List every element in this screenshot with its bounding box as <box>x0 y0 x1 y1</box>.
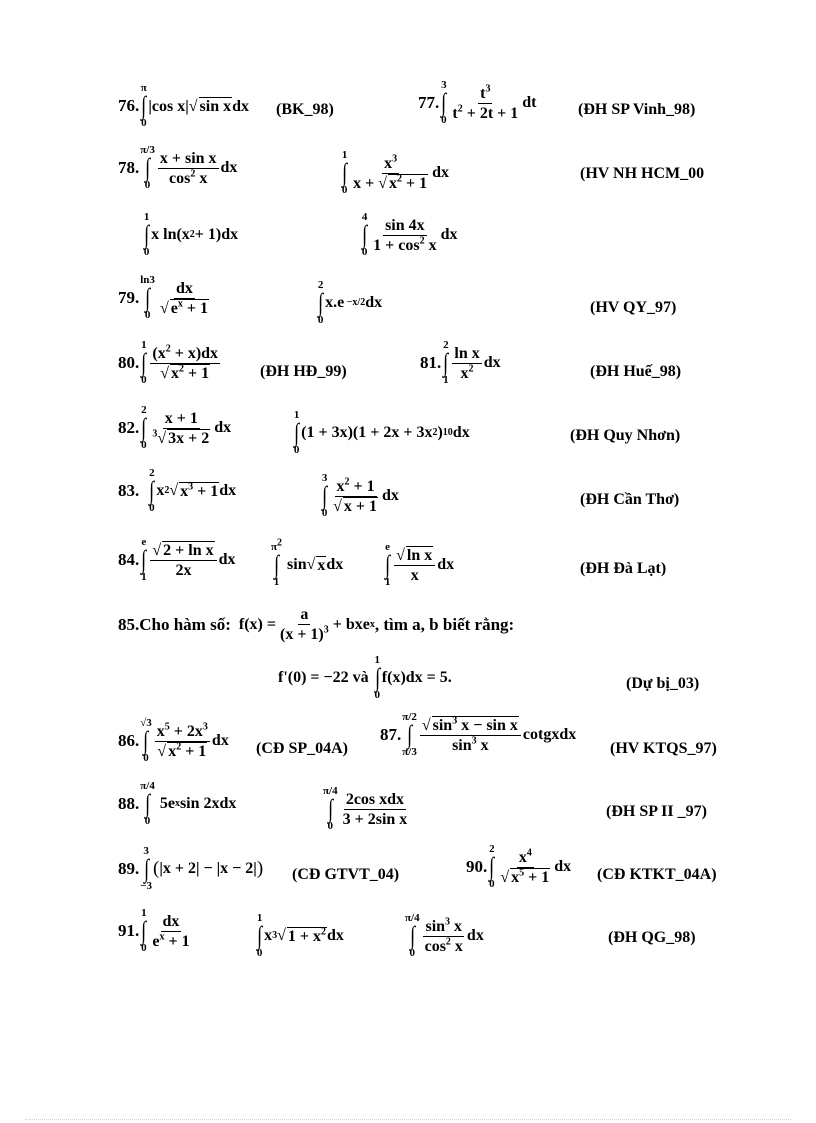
problem-84: 84. e ∫ 1 $\frac{\text{√ 2 + ln x}}{2x}$ dx <box>118 536 236 583</box>
source-tag: (ĐH Quy Nhơn) <box>570 427 681 444</box>
fraction: $\frac{a}{(x + 1)^3}$ <box>279 606 329 643</box>
source-tag: (ĐH Đà Lạt) <box>580 560 667 577</box>
problem-82-b: 1 ∫ 0 (1 + 3x)(1 + 2x + 3x 2 ) 10 dx <box>293 409 470 456</box>
problem-76 <box>118 83 249 129</box>
source-tag: (HV QY_97) <box>590 299 677 316</box>
integral-icon: 1 ∫ 0 <box>374 654 380 701</box>
problem-number: 91. <box>118 921 140 940</box>
fraction: $\frac{\sin 4x}{1 + \cos^2 x}$ <box>373 216 437 254</box>
problem-number: 77. <box>418 93 440 112</box>
integral-icon: 1 ∫ 0 <box>293 409 300 456</box>
integral-icon: 3 ∫ −3 <box>140 845 153 892</box>
source-tag: (ĐH Huế_98) <box>590 363 682 380</box>
fraction: $\frac{x^4}{√ x^5 + 1}$ <box>500 847 550 886</box>
source-tag: (ĐH Cần Thơ) <box>580 491 680 508</box>
and-word: và <box>352 669 369 686</box>
fraction: $\frac{\text{x + sin x}}{\cos^2 x}$ <box>159 149 217 187</box>
problem-91-b: 1 ∫ 0 x 3 √ $1 + x^2$ dx <box>256 912 344 959</box>
problem-88: 88. π/4 ∫ 0 5e x sin 2xdx <box>118 780 237 827</box>
problem-91 <box>118 908 194 954</box>
problem-number: 90. <box>466 857 488 876</box>
problem-number: 87. <box>380 725 402 744</box>
source-tag: (HV NH HCM_00 <box>580 165 705 182</box>
fraction: $\frac{t^3}{t^2 + 2t + 1}$ <box>452 83 519 122</box>
integral-icon: 1 ∫ 0 <box>143 211 150 258</box>
integral-icon: π ∫ 0 <box>140 82 147 129</box>
problem-number: 76. <box>118 96 140 115</box>
problem-number: 85. <box>118 614 140 634</box>
source-tag: (CĐ KTKT_04A) <box>597 866 717 883</box>
problem-79-b: 2 ∫ 0 x.e −x/2 dx <box>317 279 383 326</box>
integral-icon: 2 ∫ 1 <box>443 339 449 386</box>
integral-icon: √3 ∫ 0 <box>140 717 152 764</box>
problem-83: 83. 2 ∫ 0 x 2 √ $x^3 + 1$ dx <box>118 467 237 514</box>
problem-89: 89. 3 ∫ −3 ( |x + 2| − |x − 2| ) <box>118 845 264 892</box>
problem-91-c: π/4 ∫ 0 $\frac{\sin^3 x}{\cos^2 x}$ dx <box>405 912 484 959</box>
problem-83-b: 3 ∫ 0 $\frac{x^2 + 1}{√ x + 1}$ dx <box>321 472 399 519</box>
source-tag: (CĐ GTVT_04) <box>292 866 400 883</box>
problem-78-c: 1 ∫ 0 x ln(x 2 + 1)dx <box>143 211 239 258</box>
problem-88-b <box>322 781 411 832</box>
integral-icon: π/4 ∫ 0 <box>140 780 155 827</box>
problem-78: 78. π/3 ∫ 0 $\frac{\text{x + sin x}}{\cos^2 x}$ dx <box>118 144 238 191</box>
integral-icon: 1 ∫ 0 <box>141 907 147 954</box>
fraction: $\frac{\text{2cos xdx}}{\text{3 + 2sin x}}$ <box>342 790 408 828</box>
integral-icon: ln3 ∫ 0 <box>140 274 155 321</box>
integral-icon: 1 ∫ 0 <box>141 339 147 386</box>
problem-87: 87. π/2 ∫ π/3 $\frac{√ \sin^3 x - \sin x}{\sin^3 x}$ cotgxdx <box>380 711 577 758</box>
fraction: $\frac{\text{√ ln x}}{x}$ <box>394 546 435 585</box>
fraction: $\frac{\sin^3 x}{\cos^2 x}$ <box>424 916 463 955</box>
problem-78-d: 4 ∫ 0 $\frac{\sin 4x}{1 + \cos^2 x}$ dx <box>361 211 458 258</box>
problem-number: 89. <box>118 859 140 878</box>
source-tag: (BK_98) <box>276 101 334 118</box>
integral-icon: 3 ∫ 0 <box>441 79 447 126</box>
problem-number: 79. <box>118 288 140 307</box>
fraction: $\frac{(x^2 + x)dx}{√ x^2 + 1}$ <box>152 343 219 382</box>
source-tag: (Dự bị_03) <box>626 675 700 692</box>
problem-81: 81. 2 ∫ 1 $\frac{\text{ln x}}{x^2}$ dx <box>420 339 501 386</box>
problem-number: 81. <box>420 353 442 372</box>
problem-number: 78. <box>118 158 140 177</box>
problem-86: 86. √3 ∫ 0 $\frac{x^5 + 2x^3}{√ x^2 + 1}$ dx <box>118 717 229 764</box>
problem-82: 82. 2 ∫ 0 $\frac{x + 1}{^3√ 3x + 2}$ dx <box>118 404 232 451</box>
problem-84-b: $\pi^2$ ∫ 1 sin √ x dx <box>271 537 344 588</box>
problem-85: 85. Cho hàm số: f(x) = $\frac{a}{(x + 1)^3}$ + bxe x , tìm a, b biết rằng: <box>118 606 515 643</box>
integral-icon: 2 ∫ 0 <box>149 467 155 514</box>
problem-number: 82. <box>118 418 140 437</box>
integral-icon: 2 ∫ 0 <box>317 279 324 326</box>
problem-number: 80. <box>118 353 140 372</box>
problem-number: 86. <box>118 731 140 750</box>
page-footer-divider <box>25 1119 791 1120</box>
problem-number: 83. <box>118 481 140 500</box>
problem-78-b: 1 ∫ 0 $\frac{x^3}{x + √ x^2 + 1}$ dx <box>341 149 450 196</box>
fraction: $\frac{x + 1}{^3√ 3x + 2}$ <box>152 409 210 447</box>
integral-icon: π/2 ∫ π/3 <box>402 711 417 758</box>
source-tag: (HV KTQS_97) <box>610 740 717 757</box>
integral-icon: $\pi^2$ ∫ 1 <box>271 537 283 588</box>
integrand: |cos x|√ sin xdx <box>148 97 250 115</box>
source-tag: (ĐH QG_98) <box>608 929 696 946</box>
fraction: $\frac{x^2 + 1}{√ x + 1}$ <box>333 476 378 515</box>
integral-icon: 1 ∫ 0 <box>341 149 348 196</box>
integral-icon: 1 ∫ 0 <box>256 912 263 959</box>
source-tag: (CĐ SP_04A) <box>256 740 348 757</box>
fraction: $\frac{dx}{e^x + 1}$ <box>152 912 190 950</box>
source-tag: (ĐH HĐ_99) <box>260 363 347 380</box>
fraction: $\frac{√ \sin^3 x - \sin x}{\sin^3 x}$ <box>420 716 521 755</box>
problem-85-conditions: f'(0) = −22 và 1 ∫ 0 f(x)dx = 5. <box>278 654 452 701</box>
problem-90: 90. 2 ∫ 0 $\frac{x^4}{√ x^5 + 1}$ dx <box>466 843 572 890</box>
integral-icon: π/4 ∫ 0 <box>405 912 420 959</box>
fraction: $\frac{dx}{√ e^x + 1}$ <box>159 279 208 317</box>
problem-intro: Cho hàm số: <box>139 614 231 634</box>
fraction: $\frac{\text{ln x}}{x^2}$ <box>454 344 480 382</box>
problem-77: 77. 3 ∫ 0 $\frac{t^3}{t^2 + 2t + 1}$ dt <box>418 79 537 126</box>
problem-task: , tìm a, b biết rằng: <box>374 614 515 634</box>
fraction: $\frac{\text{√ 2 + ln x}}{2x}$ <box>150 541 216 580</box>
problem-79 <box>118 275 213 321</box>
integral-icon: 2 ∫ 0 <box>141 404 147 451</box>
integral-icon: π/3 ∫ 0 <box>140 144 155 191</box>
source-tag: (ĐH SP II _97) <box>606 803 707 820</box>
problem-number: 84. <box>118 550 140 569</box>
problem-number: 88. <box>118 794 140 813</box>
source-tag: (ĐH SP Vinh_98) <box>578 101 696 118</box>
problem-80 <box>118 340 222 386</box>
integral-icon: 3 ∫ 0 <box>321 472 328 519</box>
integral-icon: 2 ∫ 0 <box>489 843 495 890</box>
fraction: $\frac{x^3}{x + √ x^2 + 1}$ <box>353 153 428 192</box>
integral-icon: e ∫ 1 <box>141 536 147 583</box>
fraction: $\frac{x^5 + 2x^3}{√ x^2 + 1}$ <box>156 721 208 760</box>
integral-icon: e ∫ 1 <box>384 541 391 588</box>
integral-icon: π/4 ∫ 0 <box>323 785 338 832</box>
integral-icon: 4 ∫ 0 <box>361 211 368 258</box>
problem-84-c: e ∫ 1 $\frac{\text{√ ln x}}{x}$ dx <box>384 541 455 588</box>
